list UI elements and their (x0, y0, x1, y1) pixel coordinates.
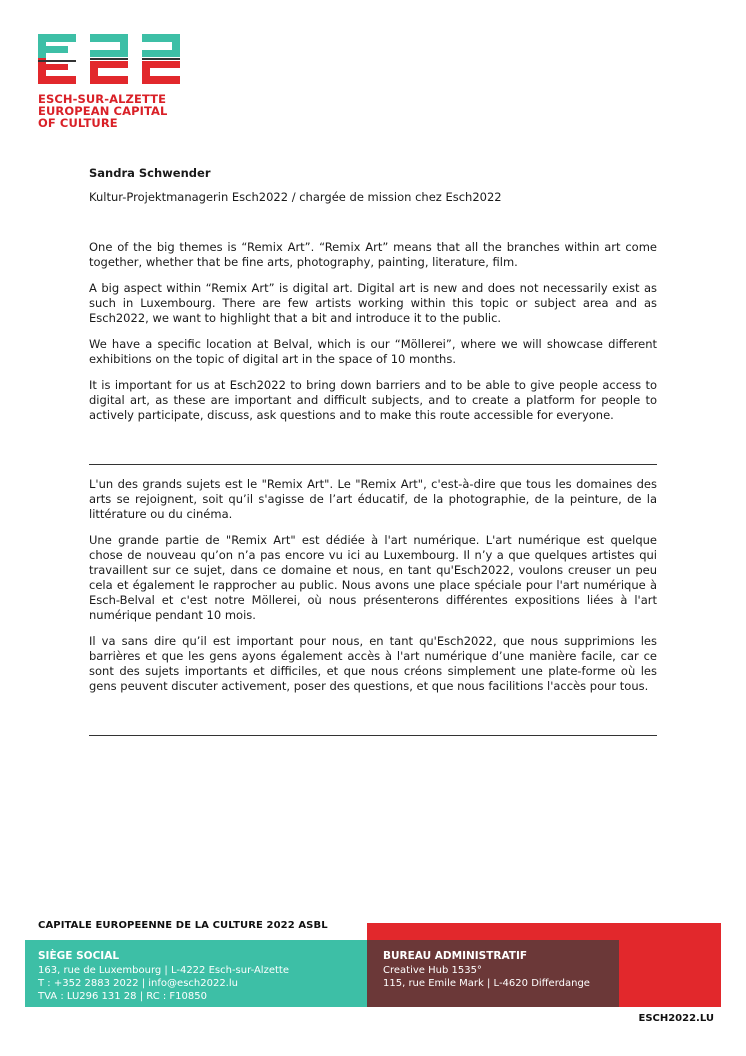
siege-title: SIÈGE SOCIAL (38, 950, 120, 962)
footer-siege-social (38, 950, 289, 1003)
french-section (89, 477, 657, 705)
english-paragraph: One of the big themes is “Remix Art”. “Remix Art” means that all the branches within art come together, whether that be fine arts, photography, painting, literature, film. (89, 240, 657, 269)
english-paragraph: It is important for us at Esch2022 to bring down barriers and to be able to give people access to digital art, as these are important and difficult subjects, and to create a platform for people to actively participate, discuss, ask questions and to make this route accessible for everyone. (89, 378, 657, 422)
english-section (89, 240, 657, 434)
siege-tax: TVA : LU296 131 28 | RC : F10850 (38, 991, 207, 1002)
logo-line: OF CULTURE (38, 116, 118, 130)
section-divider (89, 464, 657, 465)
siege-address: 163, rue de Luxembourg | L-4222 Esch-sur-Alzette (38, 965, 289, 976)
logo-line: EUROPEAN CAPITAL (38, 104, 168, 118)
footer-bureau (383, 950, 590, 990)
footer-website-link[interactable]: ESCH2022.LU (638, 1013, 714, 1024)
siege-contact: T : +352 2883 2022 | info@esch2022.lu (38, 978, 238, 989)
esch2022-logo (38, 34, 180, 129)
bureau-title: BUREAU ADMINISTRATIF (383, 950, 528, 962)
english-paragraph: A big aspect within “Remix Art” is digital art. Digital art is new and does not necessarily exist as such in Luxembourg. There are few artists working within this topic or subject area and as Esch2022, we want to highlight that a bit and introduce it to the public. (89, 281, 657, 325)
footer-org-name: CAPITALE EUROPEENNE DE LA CULTURE 2022 ASBL (38, 920, 328, 931)
esch2022-logo-mark (38, 34, 180, 84)
author-role: Kultur-Projektmanagerin Esch2022 / chargée de mission chez Esch2022 (89, 190, 502, 204)
french-paragraph: Il va sans dire qu’il est important pour nous, en tant qu'Esch2022, que nous supprimions les barrières et que les gens ayons également accès à l'art numérique d’une manière facile, car ce sont des sujets importants et difficiles, et que nous créons simplement une plate-forme où les gens peuvent discuter activement, poser des questions, et que nous facilitions l'accès pour tous. (89, 634, 657, 693)
author-name: Sandra Schwender (89, 166, 211, 180)
french-paragraph: L'un des grands sujets est le "Remix Art". Le "Remix Art", c'est-à-dire que tous les domaines des arts se rejoignent, soit qu’il s'agisse de l’art éducatif, de la photographie, de la peinture, de la littérature ou du cinéma. (89, 477, 657, 521)
logo-line: ESCH-SUR-ALZETTE (38, 92, 167, 106)
french-paragraph: Une grande partie de "Remix Art" est dédiée à l'art numérique. L'art numérique est quelque chose de nouveau qu’on n’a pas encore vu ici au Luxembourg. Il n’y a que quelques artistes qui travaillent sur ce sujet, dans ce domaine et nous, en tant qu'Esch2022, voulons creuser un peu cela et également le rapprocher au public. Nous avons une place spéciale pour l'art numérique à Esch-Belval et c'est notre Möllerei, où nous présenterons différentes expositions liées à l'art numérique pendant 10 mois. (89, 533, 657, 622)
english-paragraph: We have a specific location at Belval, which is our “Möllerei”, where we will showcase different exhibitions on the topic of digital art in the space of 10 months. (89, 337, 657, 366)
bureau-line: Creative Hub 1535° (383, 965, 482, 976)
logo-tagline (38, 93, 180, 129)
bureau-line: 115, rue Emile Mark | L-4620 Differdange (383, 978, 590, 989)
section-divider (89, 735, 657, 736)
